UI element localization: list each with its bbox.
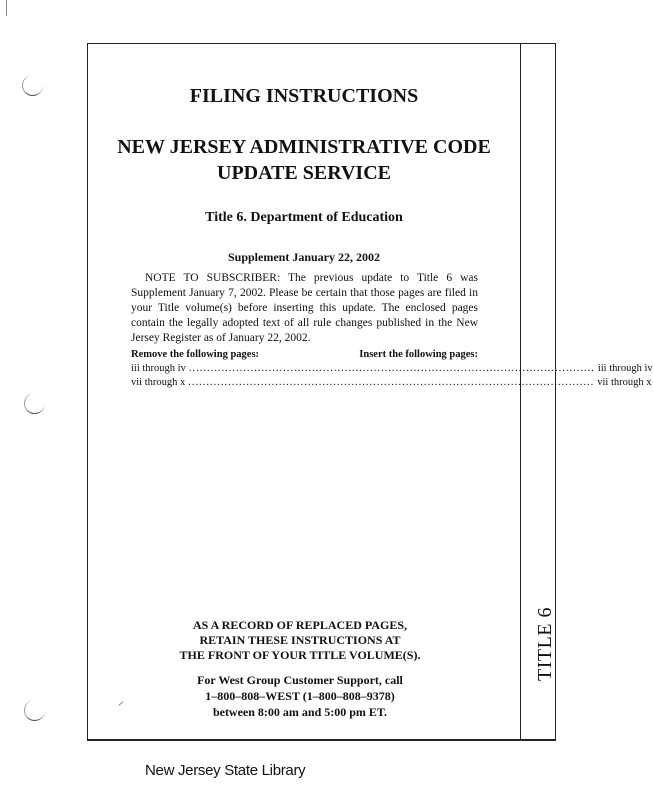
support-phone: 1–800–808–WEST (1–800–808–9378) <box>205 689 395 703</box>
subscriber-note: NOTE TO SUBSCRIBER: The previous update to Title 6 was Supplement January 7, 2002. Please be certain that those pages are filed in your Title volume(s) before inserting this update. The enclosed pages contain the legally adopted text of all rule changes published in the New Jersey Register as of January 22, 2002. <box>131 272 478 344</box>
customer-support-info <box>150 672 450 720</box>
code-title <box>90 134 518 186</box>
insert-pages: vii through x <box>597 377 652 388</box>
title-tab-label: TITLE 6 <box>534 606 556 681</box>
insert-pages-header: Insert the following pages: <box>359 349 478 360</box>
dot-leader: ................................................................................................................ <box>188 377 595 388</box>
tab-divider <box>520 43 521 741</box>
code-title-line2: UPDATE SERVICE <box>217 162 391 184</box>
remove-pages: iii through iv <box>131 363 186 374</box>
record-line: RETAIN THESE INSTRUCTIONS AT <box>199 633 401 647</box>
support-line: For West Group Customer Support, call <box>197 673 403 687</box>
binder-hole-middle <box>24 393 45 414</box>
page-title: FILING INSTRUCTIONS <box>189 85 419 107</box>
table-row <box>131 377 652 388</box>
record-line: THE FRONT OF YOUR TITLE VOLUME(S). <box>179 648 421 662</box>
code-title-line1: NEW JERSEY ADMINISTRATIVE CODE <box>117 136 491 158</box>
record-line: AS A RECORD OF REPLACED PAGES, <box>192 618 408 632</box>
binder-hole-bottom <box>24 700 45 721</box>
frame-bottom-rule <box>87 739 556 740</box>
remove-pages: vii through x <box>131 377 186 388</box>
binder-hole-top <box>22 75 43 96</box>
table-row <box>131 363 653 374</box>
insert-pages: iii through iv <box>597 363 653 374</box>
title-name: Title 6. Department of Education <box>205 210 403 225</box>
record-instructions <box>150 618 450 663</box>
library-stamp: New Jersey State Library <box>145 762 306 779</box>
dot-leader: ................................................................................................................ <box>188 363 595 374</box>
pages-table-header <box>131 349 478 360</box>
support-hours: between 8:00 am and 5:00 pm ET. <box>212 705 388 719</box>
page-edge-mark <box>6 0 7 16</box>
supplement-date: Supplement January 22, 2002 <box>227 250 381 264</box>
remove-pages-header: Remove the following pages: <box>131 349 260 360</box>
